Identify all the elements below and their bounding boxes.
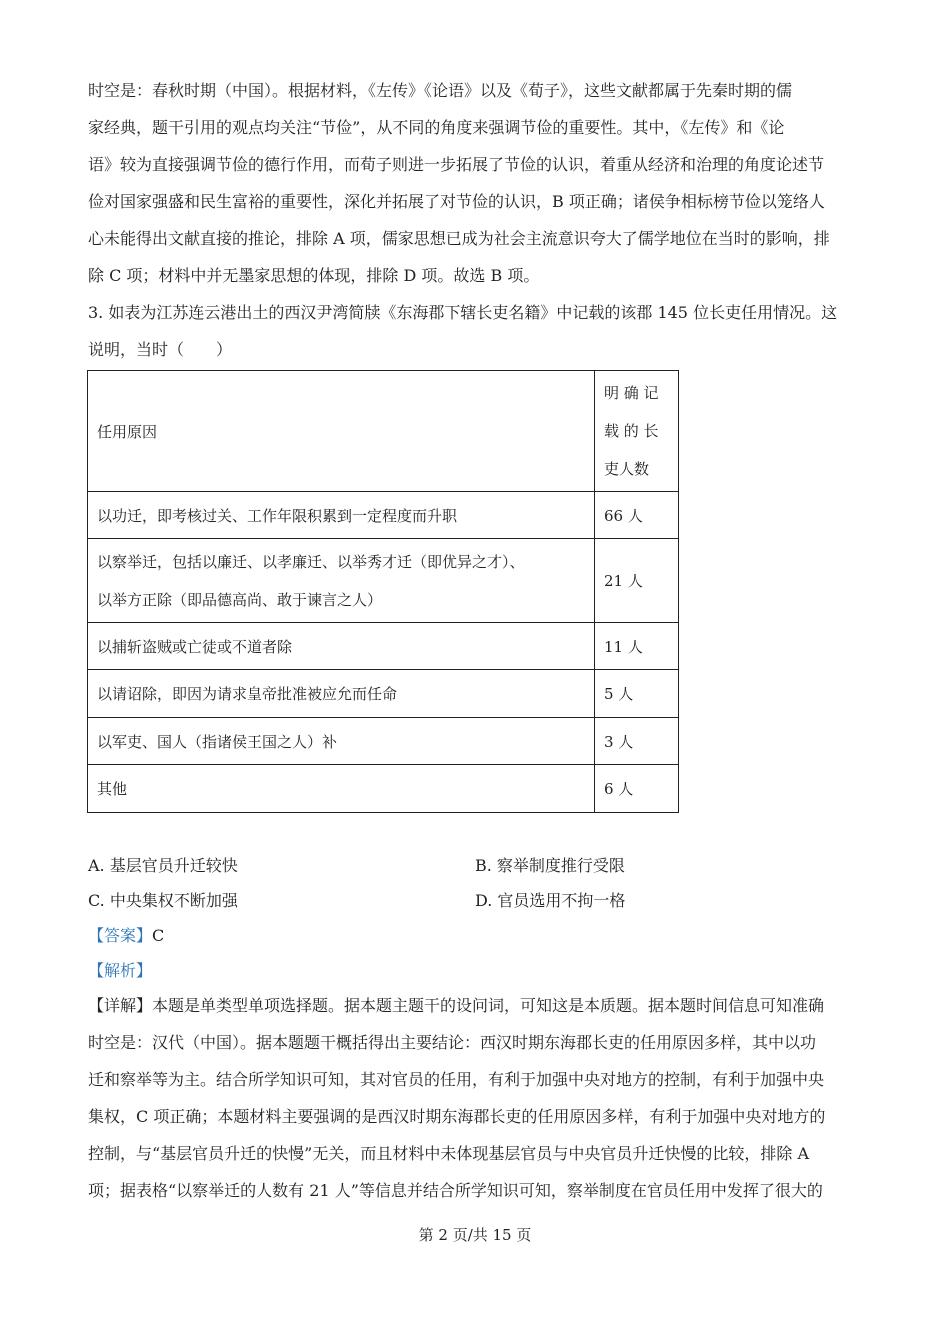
header-count [595, 371, 679, 492]
detail-line: 控制，与“基层官员升迁的快慢”无关，而且材料中未体现基层官员与中央官员升迁快慢的比较，排除 A [88, 1144, 810, 1163]
header-count-line: 载 的 长 [604, 422, 659, 440]
detail-paragraph [88, 987, 866, 1209]
count-cell: 66 人 [595, 492, 679, 539]
count-cell: 21 人 [595, 539, 679, 623]
option-a: A. 基层官员升迁较快 [88, 856, 238, 875]
text-line: 时空是：春秋时期（中国）。根据材料，《左传》《论语》以及《荀子》，这些文献都属于先秦时期的儒 [88, 81, 793, 100]
table-row [88, 623, 679, 670]
detail-line: 迁和察举等为主。结合所学知识可知，其对官员的任用，有利于加强中央对地方的控制，有利于加强中央 [88, 1070, 825, 1089]
reason-cell [88, 539, 595, 623]
header-reason: 任用原因 [88, 371, 595, 492]
table-row [88, 718, 679, 765]
question-stem [88, 294, 866, 368]
option-b: B. 察举制度推行受限 [475, 856, 625, 875]
page-footer: 第 2 页/共 15 页 [418, 1226, 532, 1244]
detail-line: 项；据表格“以察举迁的人数有 21 人”等信息并结合所学知识可知，察举制度在官员任用中发挥了很大的 [88, 1181, 823, 1200]
table-header-row [88, 371, 679, 492]
detail-line: 时空是：汉代（中国）。据本题题干概括得出主要结论：西汉时期东海郡长吏的任用原因多样，其中以功 [88, 1033, 817, 1052]
text-line: 心未能得出文献直接的推论，排除 A 项，儒家思想已成为社会主流意识夸大了儒学地位在当时的影响，排 [88, 229, 830, 248]
option-d: D. 官员选用不拘一格 [475, 891, 626, 910]
question-line: 说明，当时（ ） [88, 340, 233, 359]
text-line: 语》较为直接强调节俭的德行作用，而荀子则进一步拓展了节俭的认识，着重从经济和治理的角度论述节 [88, 155, 825, 174]
table-row [88, 765, 679, 813]
reason-cell: 其他 [88, 765, 595, 813]
detail-line: 集权，C 项正确；本题材料主要强调的是西汉时期东海郡长吏的任用原因多样，有利于加强中央对地方的 [88, 1107, 826, 1126]
text-line: 俭对国家强盛和民生富裕的重要性，深化并拓展了对节俭的认识，B 项正确；诸侯争相标榜节俭以笼络人 [88, 192, 825, 211]
analysis-tag: 【解析】 [88, 961, 153, 980]
text-line: 家经典，题干引用的观点均关注“节俭”，从不同的角度来强调节俭的重要性。其中，《左传》和《论 [88, 118, 785, 137]
analysis-line [88, 958, 152, 981]
answer-line [88, 923, 164, 946]
reason-line: 以察举迁，包括以廉迁、以孝廉迁、以举秀才迁（即优异之才）、 [97, 552, 525, 571]
table-row [88, 539, 679, 623]
header-count-line: 吏人数 [604, 460, 650, 478]
intro-paragraph [88, 72, 866, 294]
option-c: C. 中央集权不断加强 [88, 891, 238, 910]
text-line: 除 C 项；材料中并无墨家思想的体现，排除 D 项。故选 B 项。 [88, 266, 540, 285]
table-row [88, 492, 679, 539]
reason-line: 以举方正除（即品德高尚、敢于谏言之人） [97, 590, 383, 609]
detail-first-text: 本题是单类型单项选择题。据本题主题干的设问词，可知这是本质题。据本题时间信息可知准确 [152, 996, 825, 1015]
answer-value: C [152, 926, 165, 945]
detail-tag: 【详解】 [88, 996, 153, 1015]
appointment-table [87, 370, 679, 813]
count-cell: 3 人 [595, 718, 679, 765]
reason-cell: 以军吏、国人（指诸侯王国之人）补 [88, 718, 595, 765]
detail-first-line [88, 987, 866, 1024]
header-count-line: 明 确 记 [604, 384, 659, 402]
count-cell: 5 人 [595, 670, 679, 718]
count-cell: 11 人 [595, 623, 679, 670]
question-line: 3. 如表为江苏连云港出土的西汉尹湾简牍《东海郡下辖长吏名籍》中记载的该郡 145 位长吏任用情况。这 [88, 303, 838, 322]
reason-cell: 以请诏除，即因为请求皇帝批准被应允而任命 [88, 670, 595, 718]
table-row [88, 670, 679, 718]
reason-cell: 以捕斩盗贼或亡徒或不道者除 [88, 623, 595, 670]
answer-tag: 【答案】 [88, 926, 153, 945]
reason-cell: 以功迁，即考核过关、工作年限积累到一定程度而升职 [88, 492, 595, 539]
count-cell: 6 人 [595, 765, 679, 813]
